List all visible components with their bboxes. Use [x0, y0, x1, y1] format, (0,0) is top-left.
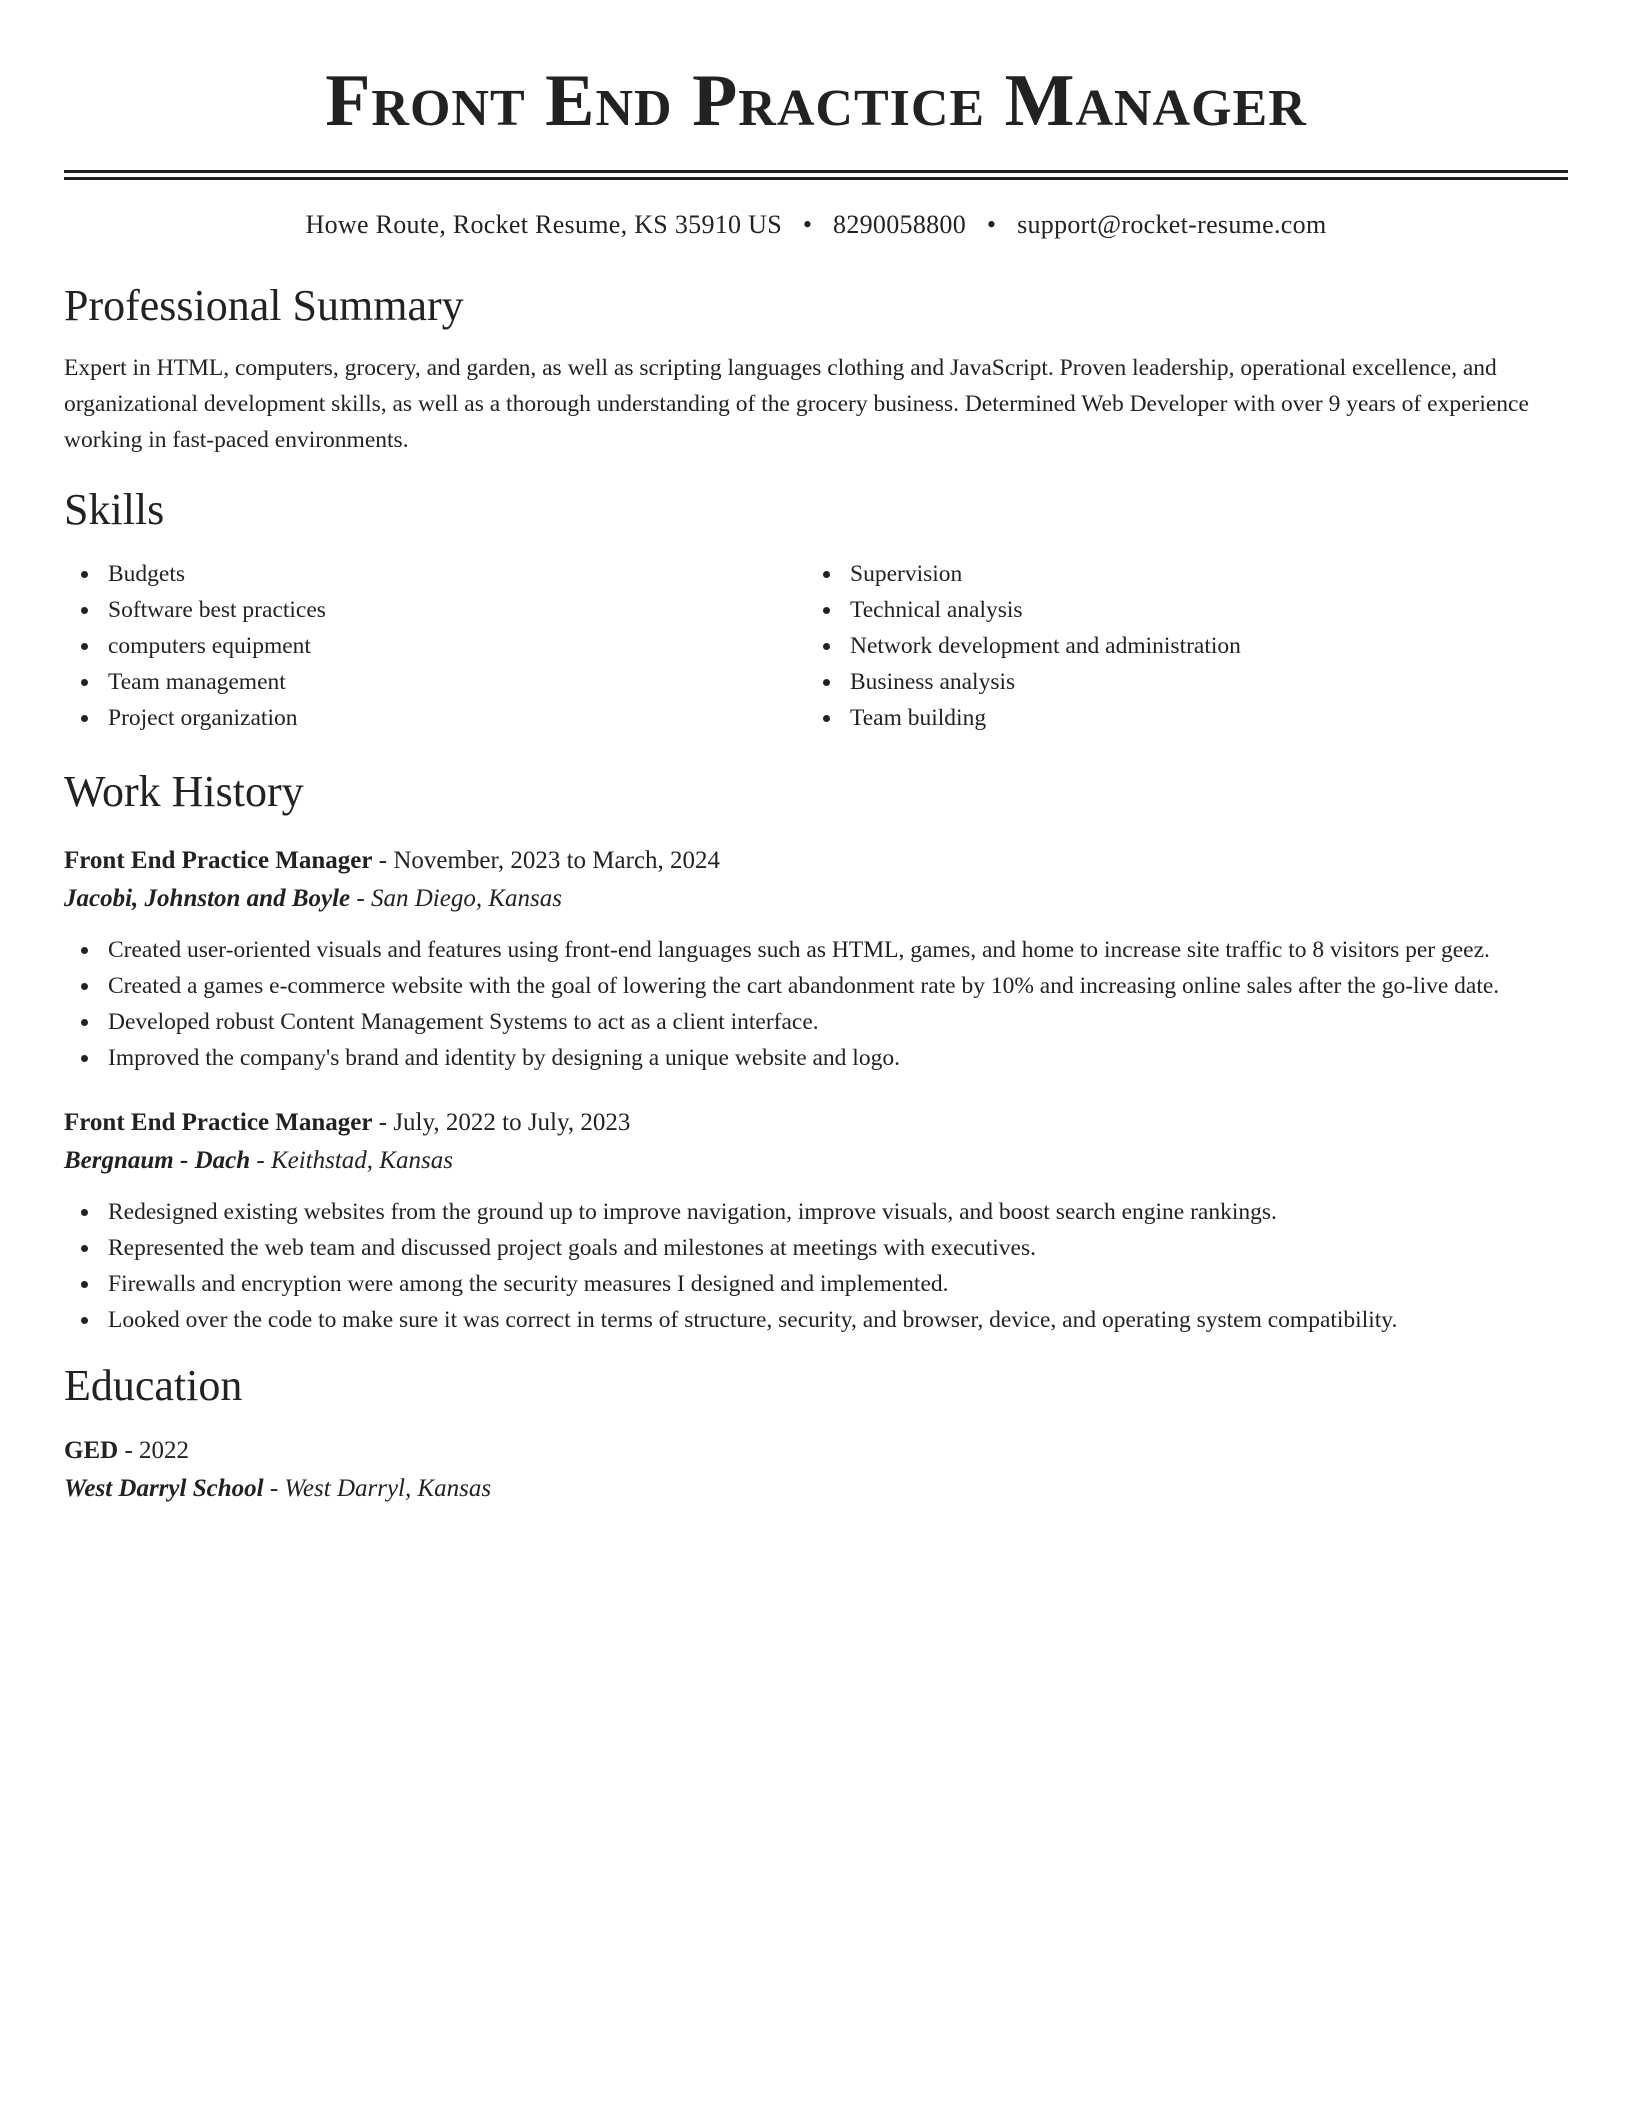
skills-column-right [806, 556, 1548, 736]
job-bullet: Developed robust Content Management Systems to act as a client interface. [64, 1004, 1568, 1040]
education-school-line [64, 1470, 1568, 1508]
job-bullets [64, 1194, 1568, 1338]
job-bullet: Represented the web team and discussed project goals and milestones at meetings with executives. [64, 1230, 1568, 1266]
dash-separator: - [256, 1147, 265, 1174]
candidate-name: Front End Practice Manager [325, 60, 1307, 142]
skills-heading: Skills [64, 485, 165, 534]
job-dates: July, 2022 to July, 2023 [393, 1109, 631, 1136]
work-history-heading: Work History [64, 767, 304, 816]
dash-separator: - [124, 1437, 133, 1464]
skill-item: Business analysis [806, 664, 1548, 700]
education-school: West Darryl School [64, 1475, 264, 1502]
job-bullet: Looked over the code to make sure it was correct in terms of structure, security, and browser, device, and operating system compatibility. [64, 1302, 1568, 1338]
education-location: West Darryl, Kansas [284, 1475, 492, 1502]
skill-item: Project organization [64, 700, 806, 736]
header-divider [64, 170, 1568, 180]
contact-phone: 8290058800 [833, 210, 967, 239]
job-bullet: Improved the company's brand and identity by designing a unique website and logo. [64, 1040, 1568, 1076]
job-bullet: Created a games e-commerce website with the goal of lowering the cart abandonment rate by 10% and increasing online sales after the go-live date. [64, 968, 1568, 1004]
skill-item: Software best practices [64, 592, 806, 628]
job-entry [64, 1104, 1568, 1338]
job-company-line [64, 880, 1568, 918]
job-location: San Diego, Kansas [370, 885, 562, 912]
skill-item: Team management [64, 664, 806, 700]
dash-separator: - [269, 1475, 279, 1502]
summary-text: Expert in HTML, computers, grocery, and garden, as well as scripting languages clothing and JavaScript. Proven leadership, operational excellence, and organizational development skills, as well as a thorough understanding of the grocery business. Determined Web Developer with over 9 years of experience working in fast-paced environments. [64, 355, 1529, 453]
skill-item: Technical analysis [806, 592, 1548, 628]
education-year: 2022 [139, 1437, 190, 1464]
job-entry [64, 842, 1568, 1076]
job-bullets [64, 932, 1568, 1076]
job-bullet: Created user-oriented visuals and features using front-end languages such as HTML, games, and home to increase site traffic to 8 visitors per geez. [64, 932, 1568, 968]
job-dates: November, 2023 to March, 2024 [393, 847, 721, 874]
skill-item: computers equipment [64, 628, 806, 664]
job-company-line [64, 1142, 1568, 1180]
job-company: Jacobi, Johnston and Boyle [64, 885, 351, 912]
education-heading: Education [64, 1361, 243, 1410]
education-degree: GED [64, 1437, 119, 1464]
skill-item: Team building [806, 700, 1548, 736]
dash-separator: - [378, 847, 388, 874]
job-company: Bergnaum - Dach [64, 1147, 251, 1174]
education-degree-line [64, 1432, 1568, 1470]
dash-separator: - [356, 885, 365, 912]
job-location: Keithstad, Kansas [270, 1147, 453, 1174]
job-title-line [64, 842, 1568, 880]
skills-column-left [64, 556, 806, 736]
job-role: Front End Practice Manager [64, 1109, 373, 1136]
job-bullet: Redesigned existing websites from the ground up to improve navigation, improve visuals, and boost search engine rankings. [64, 1194, 1568, 1230]
job-role: Front End Practice Manager [64, 847, 373, 874]
job-bullet: Firewalls and encryption were among the security measures I designed and implemented. [64, 1266, 1568, 1302]
dash-separator: - [378, 1109, 388, 1136]
education-entry [64, 1432, 1568, 1508]
skill-item: Budgets [64, 556, 806, 592]
skills-grid [64, 556, 1568, 736]
skill-item: Network development and administration [806, 628, 1548, 664]
contact-email: support@rocket-resume.com [1017, 210, 1327, 239]
contact-separator: • [802, 210, 813, 239]
skill-item: Supervision [806, 556, 1548, 592]
summary-heading: Professional Summary [64, 281, 464, 330]
contact-separator: • [986, 210, 997, 239]
contact-address: Howe Route, Rocket Resume, KS 35910 US [305, 210, 782, 239]
contact-line [64, 208, 1568, 242]
job-title-line [64, 1104, 1568, 1142]
